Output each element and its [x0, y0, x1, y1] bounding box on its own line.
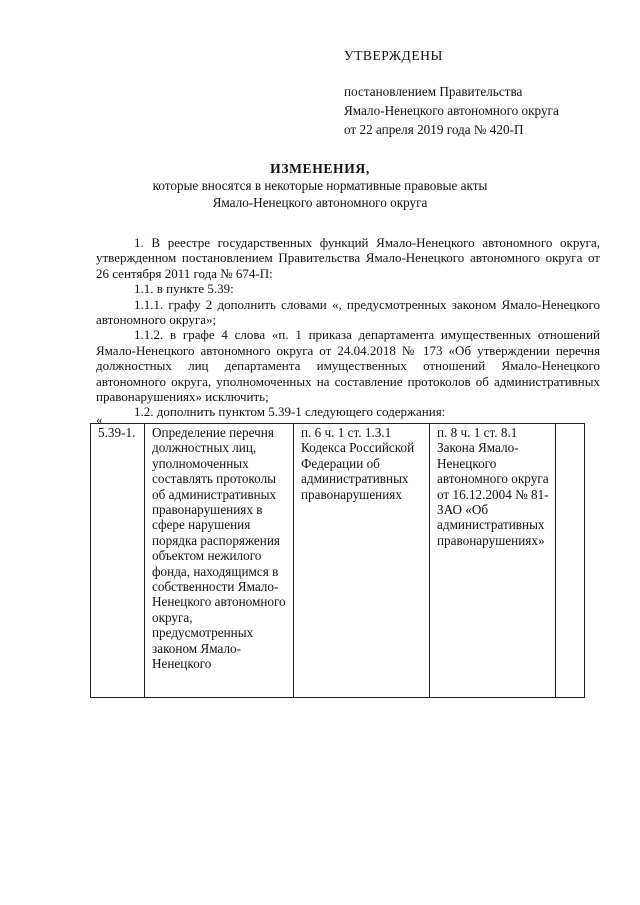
title-main: ИЗМЕНЕНИЯ, — [270, 161, 370, 176]
approval-line: Ямало-Ненецкого автономного округа — [344, 103, 559, 118]
title-subtitle: которые вносятся в некоторые нормативные правовые акты — [152, 178, 488, 193]
paragraph: 1.1.2. в графе 4 слова «п. 1 приказа департамента имущественных отношений Ямало-Ненецкого автономного округа от 24.04.2018 № 173 «Об утверждении перечня должностных лиц департамента имущественных отношений Ямало-Ненецкого автономного округа, уполномоченных на составление протоколов об административных правонарушениях» исключить; — [96, 327, 600, 405]
cell-function: Определение перечня должностных лиц, уполномоченных составлять протоколы об административных правонарушениях в сфере нарушения порядка распоряжения объектом нежилого фонда, находящимся в собственности Ямало-Ненецкого автономного округа, предусмотренных законом Ямало-Ненецкого — [145, 424, 294, 698]
approval-block — [344, 46, 559, 139]
paragraph: 1.1.1. графу 2 дополнить словами «, предусмотренных законом Ямало-Ненецкого автономного округа»; — [96, 296, 600, 328]
document-body — [96, 235, 600, 420]
cell-basis-koap: п. 6 ч. 1 ст. 1.3.1 Кодекса Российской Федерации об административных правонарушениях — [294, 424, 430, 698]
cell-number: 5.39-1. — [91, 424, 145, 698]
paragraph: 1.1. в пункте 5.39: — [134, 281, 234, 297]
approval-line: постановлением Правительства — [344, 84, 523, 99]
cell-empty — [556, 424, 585, 698]
document-title — [0, 160, 640, 211]
paragraph: 1.2. дополнить пунктом 5.39-1 следующего содержания: — [134, 404, 446, 420]
title-subtitle: Ямало-Ненецкого автономного округа — [212, 195, 428, 210]
cell-basis-law: п. 8 ч. 1 ст. 8.1 Закона Ямало-Ненецкого автономного округа от 16.12.2004 № 81-ЗАО «Об административных правонарушениях» — [430, 424, 556, 698]
approval-heading: УТВЕРЖДЕНЫ — [344, 48, 443, 63]
paragraph: 1. В реестре государственных функций Ямало-Ненецкого автономного округа, утвержденном постановлением Правительства Ямало-Ненецкого автономного округа от 26 сентября 2011 года № 674-П: — [96, 235, 600, 281]
amendment-table — [90, 423, 585, 698]
open-quote-mark: « — [96, 412, 103, 427]
approval-line: от 22 апреля 2019 года № 420-П — [344, 122, 524, 137]
table-row — [91, 424, 585, 698]
